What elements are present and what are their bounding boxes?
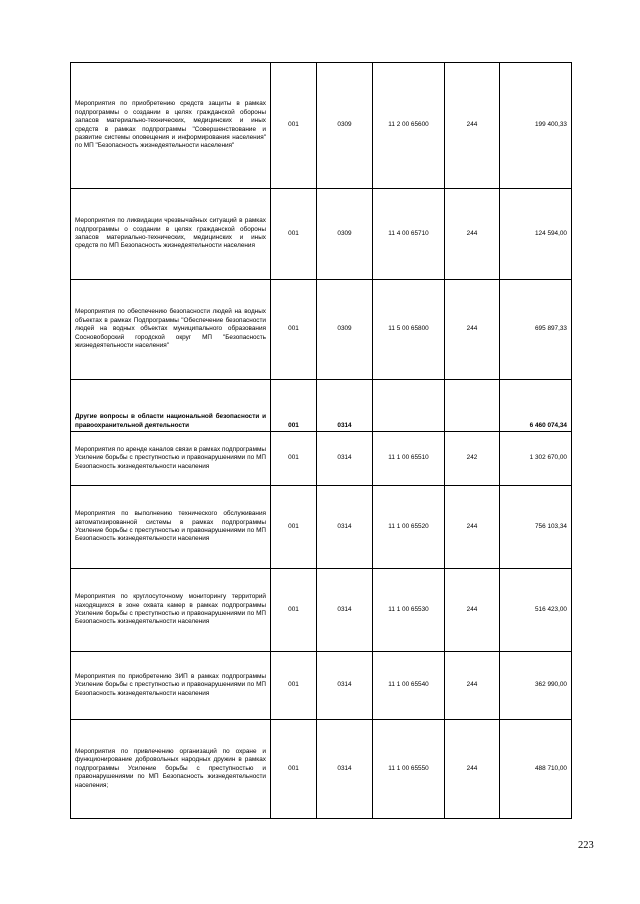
row-ved-code: 001 — [271, 569, 317, 652]
row-ved-code: 001 — [271, 652, 317, 720]
row-expense-type: 244 — [445, 280, 500, 380]
row-description: Мероприятия по приобретению средств защиты в рамках подпрограммы о создании в целях гражданской обороны запасов материально-технических, медицинских и иных средств в рамках подпрограммы "Совершенствование и развитие системы оповещения и информирования населения" по МП "Безопасность жизнедеятельности населения" — [71, 63, 271, 189]
budget-table — [70, 62, 572, 819]
row-description: Мероприятия по приобретению ЗИП в рамках подпрограммы Усиление борьбы с преступностью и правонарушениями по МП Безопасность жизнедеятельности населения — [71, 652, 271, 720]
row-ved-code: 001 — [271, 432, 317, 486]
row-amount: 1 302 670,00 — [500, 432, 572, 486]
row-amount: 488 710,00 — [500, 720, 572, 819]
row-target-article: 11 5 00 65800 — [373, 280, 445, 380]
row-section-code: 0314 — [317, 569, 373, 652]
page-number: 223 — [578, 840, 594, 851]
row-amount: 362 990,00 — [500, 652, 572, 720]
row-target-article: 11 4 00 65710 — [373, 189, 445, 280]
row-ved-code: 001 — [271, 486, 317, 569]
row-expense-type: 244 — [445, 569, 500, 652]
table-row — [71, 280, 572, 380]
row-target-article — [373, 380, 445, 432]
row-target-article: 11 1 00 65550 — [373, 720, 445, 819]
row-amount: 199 400,33 — [500, 63, 572, 189]
row-expense-type: 244 — [445, 63, 500, 189]
row-amount: 6 460 074,34 — [500, 380, 572, 432]
row-amount: 695 897,33 — [500, 280, 572, 380]
row-section-code: 0309 — [317, 189, 373, 280]
row-amount: 124 594,00 — [500, 189, 572, 280]
row-section-code: 0314 — [317, 432, 373, 486]
table-row — [71, 652, 572, 720]
row-expense-type: 244 — [445, 486, 500, 569]
row-expense-type: 244 — [445, 652, 500, 720]
row-description: Мероприятия по привлечению организаций по охране и функционирование добровольных народных дружин в рамках подпрограммы Усиление борьбы с преступностью и правонарушениями по МП Безопасность жизнедеятельности населения; — [71, 720, 271, 819]
table-row — [71, 720, 572, 819]
row-expense-type: 244 — [445, 720, 500, 819]
row-target-article: 11 1 00 65510 — [373, 432, 445, 486]
row-expense-type: 242 — [445, 432, 500, 486]
row-section-code: 0314 — [317, 652, 373, 720]
row-section-code: 0314 — [317, 380, 373, 432]
table-row — [71, 569, 572, 652]
table-row — [71, 63, 572, 189]
table-row — [71, 189, 572, 280]
row-description: Мероприятия по аренде каналов связи в рамках подпрограммы Усиление борьбы с преступностью и правонарушениями по МП Безопасность жизнедеятельности населения — [71, 432, 271, 486]
row-description: Другие вопросы в области национальной безопасности и правоохранительной деятельности — [71, 380, 271, 432]
row-target-article: 11 1 00 65530 — [373, 569, 445, 652]
row-expense-type: 244 — [445, 189, 500, 280]
row-ved-code: 001 — [271, 63, 317, 189]
row-section-code: 0314 — [317, 720, 373, 819]
row-description: Мероприятия по круглосуточному мониторингу территорий находящихся в зоне охвата камер в рамках подпрограммы Усиление борьбы с преступностью и правонарушениями по МП Безопасность жизнедеятельности населения — [71, 569, 271, 652]
row-target-article: 11 1 00 65520 — [373, 486, 445, 569]
row-expense-type — [445, 380, 500, 432]
table-row-section-total — [71, 380, 572, 432]
table-row — [71, 432, 572, 486]
row-section-code: 0309 — [317, 63, 373, 189]
row-amount: 516 423,00 — [500, 569, 572, 652]
row-target-article: 11 1 00 65540 — [373, 652, 445, 720]
row-ved-code: 001 — [271, 720, 317, 819]
row-section-code: 0309 — [317, 280, 373, 380]
row-ved-code: 001 — [271, 380, 317, 432]
row-target-article: 11 2 00 65600 — [373, 63, 445, 189]
row-description: Мероприятия по выполнению технического обслуживания автоматизированной системы в рамках подпрограммы Усиление борьбы с преступностью и правонарушениями по МП Безопасность жизнедеятельности населения — [71, 486, 271, 569]
row-ved-code: 001 — [271, 189, 317, 280]
row-description: Мероприятия по обеспечению безопасности людей на водных объектах в рамках Подпрограммы "Обеспечение безопасности людей на водных объектах муниципального образования Сосновоборский городской округ МП "Безопасность жизнедеятельности населения" — [71, 280, 271, 380]
row-amount: 756 103,34 — [500, 486, 572, 569]
row-description: Мероприятия по ликвидации чрезвычайных ситуаций в рамках подпрограммы о создании в целях гражданской обороны запасов материально-технических, медицинских и иных средств по МП Безопасность жизнедеятельности населения — [71, 189, 271, 280]
table-row — [71, 486, 572, 569]
row-section-code: 0314 — [317, 486, 373, 569]
row-ved-code: 001 — [271, 280, 317, 380]
